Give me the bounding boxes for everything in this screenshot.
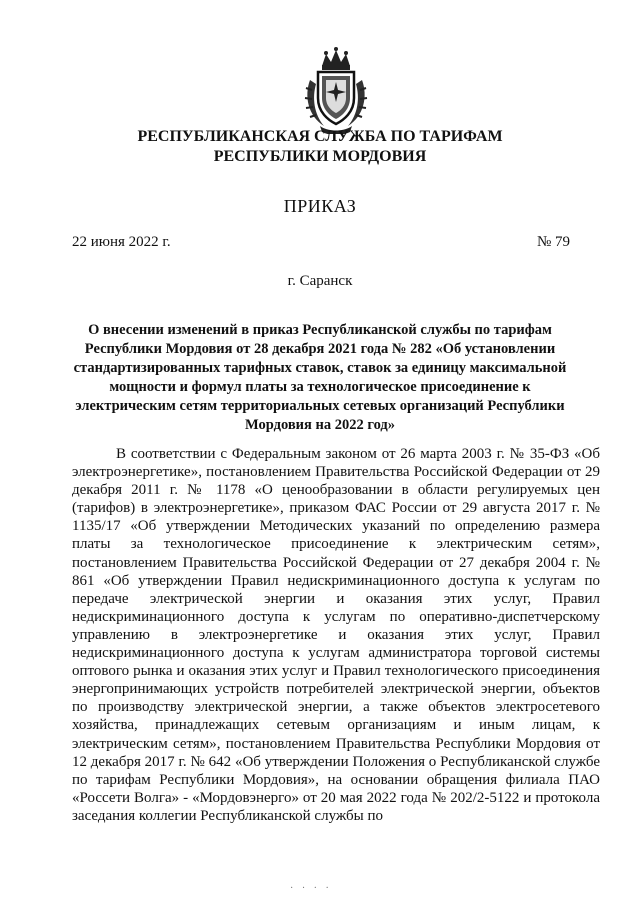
scan-artifact: · · · · bbox=[290, 883, 332, 894]
body-paragraph: В соответствии с Федеральным законом от 26 марта 2003 г. № 35-ФЗ «Об электроэнергетике», постановлением Правительства Российской Федерации от 29 декабря 2011 г. № 1178 «О ценообразовании в области регулируемых цен (тарифов) в электроэнергетике», приказом ФАС России от 29 августа 2017 г. № 1135/17 «Об утверждении Методических указаний по определению размера платы за технологическое присоединение к электрическим сетям», постановлением Правительства Российской Федерации от 27 декабря 2004 г. № 861 «Об утверждении Правил недискриминационного доступа к услугам по передаче электрической энергии и оказания этих услуг, Правил недискриминационного доступа к услугам по оперативно-диспетчерскому управлению в электроэнергетике и оказания этих услуг, Правил недискриминационного доступа к услугам администратора торговой системы оптового рынка и оказания этих услуг и Правил технологического присоединения энергопринимающих устройств потребителей электрической энергии, объектов по производству электрической энергии, а также объектов электросетевого хозяйства, принадлежащих сетевым организациям и иным лицам, к электрическим сетям», постановлением Правительства Республики Мордовия от 12 декабря 2017 г. № 642 «Об утверждении Положения о Республиканской службе по тарифам Республики Мордовия», на основании обращения филиала ПАО «Россети Волга» - «Мордовэнерго» от 20 мая 2022 года № 202/2-5122 и протокола заседания коллегии Республиканской службы по bbox=[72, 446, 600, 824]
document-date: 22 июня 2022 г. bbox=[72, 234, 171, 250]
coat-of-arms-icon bbox=[300, 46, 372, 134]
document-city: г. Саранск bbox=[287, 273, 353, 289]
document-number: № 79 bbox=[536, 234, 570, 250]
document-type: ПРИКАЗ bbox=[283, 196, 357, 216]
document-title: О внесении изменений в приказ Республиканской службы по тарифам Республики Мордовия от 28 декабря 2021 года № 282 «Об установлении стандартизированных тарифных ставок, ставок за единицу максимальной мощности и формул платы за технологическое присоединение к электрическим сетям территориальных сетевых организаций Республики Мордовия на 2022 год» bbox=[73, 322, 567, 433]
organization-name-line-2: РЕСПУБЛИКИ МОРДОВИЯ bbox=[213, 148, 427, 165]
document-body bbox=[72, 445, 600, 825]
organization-name-line-1: РЕСПУБЛИКАНСКАЯ СЛУЖБА ПО ТАРИФАМ bbox=[137, 128, 503, 145]
